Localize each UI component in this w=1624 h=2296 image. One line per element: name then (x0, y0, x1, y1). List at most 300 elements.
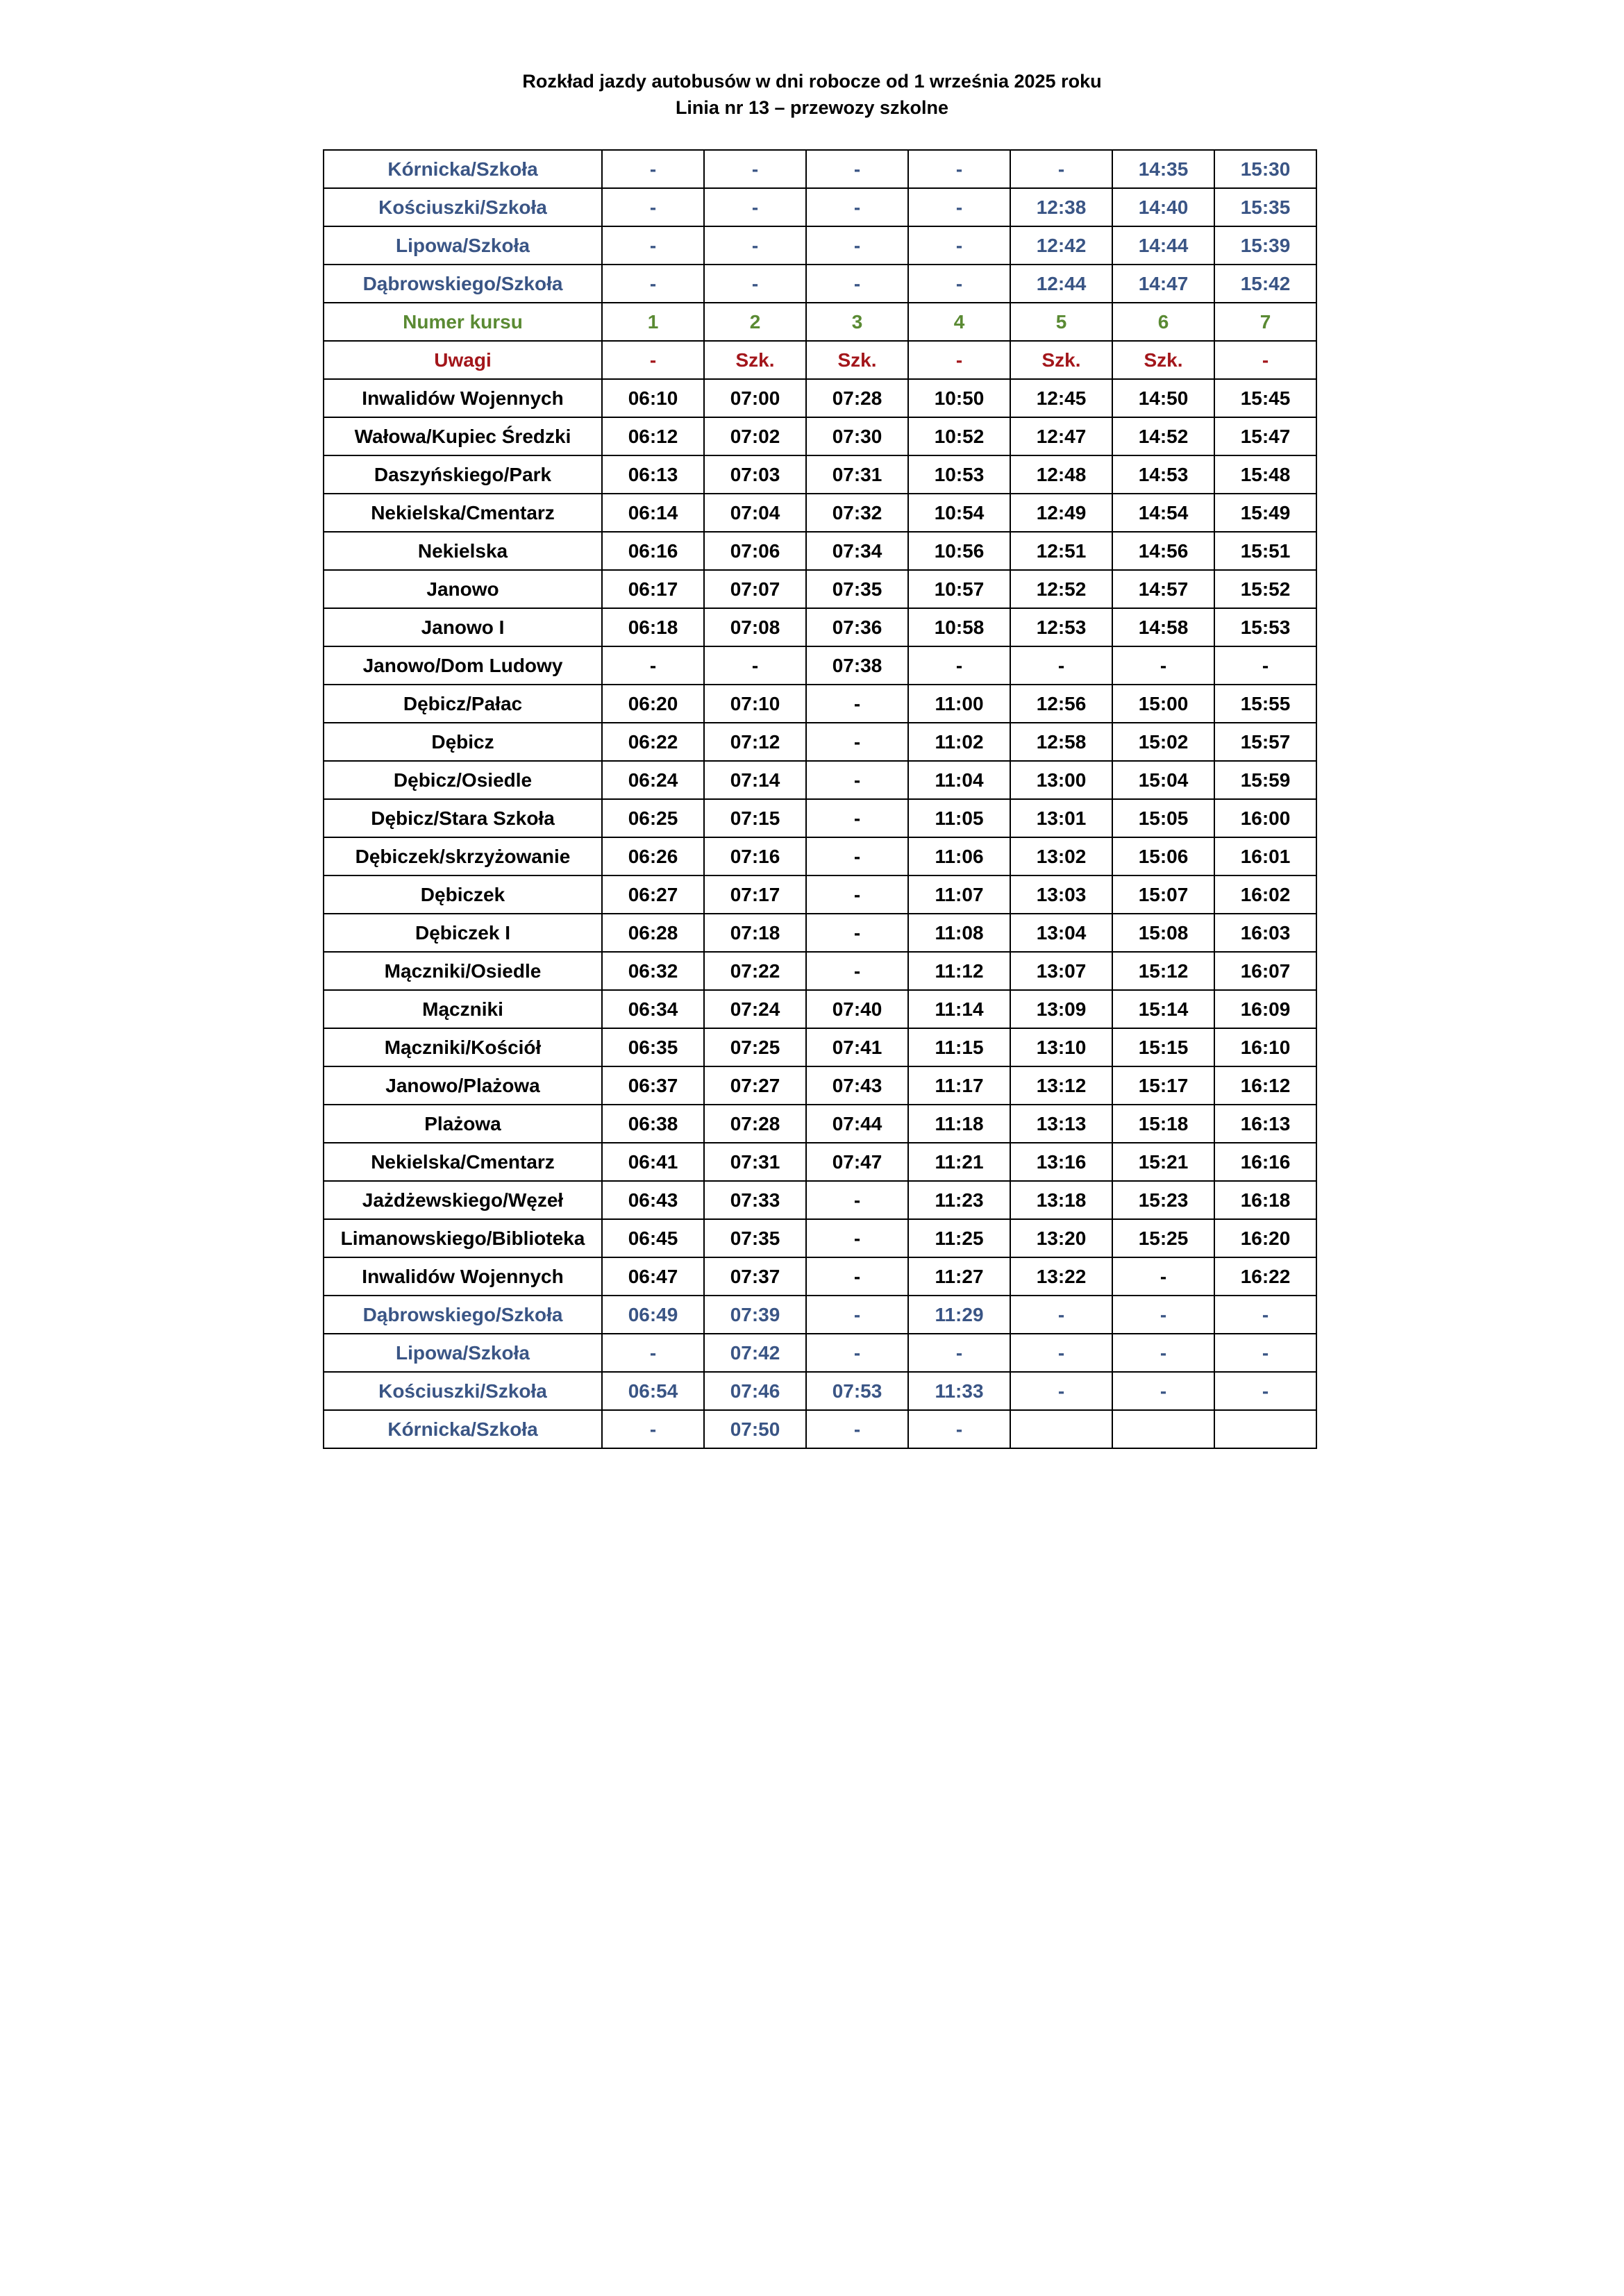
departure-time-cell: 15:21 (1112, 1143, 1214, 1181)
departure-time-cell: 07:18 (704, 914, 806, 952)
departure-time-cell: 13:09 (1010, 990, 1112, 1028)
departure-time-cell: - (806, 265, 908, 303)
notes-cell: - (602, 341, 704, 379)
departure-time-cell: 06:17 (602, 570, 704, 608)
departure-time-cell: 16:09 (1214, 990, 1316, 1028)
notes-cell: Szk. (1112, 341, 1214, 379)
departure-time-cell: - (806, 723, 908, 761)
departure-time-cell: 13:04 (1010, 914, 1112, 952)
table-row-school (324, 226, 1316, 265)
departure-time-cell: - (806, 799, 908, 837)
stop-name: Dębicz/Stara Szkoła (324, 799, 602, 837)
departure-time-cell: 07:40 (806, 990, 908, 1028)
departure-time-cell: 11:07 (908, 875, 1010, 914)
table-row-regular (324, 685, 1316, 723)
stop-name: Plażowa (324, 1105, 602, 1143)
departure-time-cell: 07:15 (704, 799, 806, 837)
course-number-cell: 1 (602, 303, 704, 341)
table-row-school (324, 150, 1316, 188)
table-row-regular (324, 799, 1316, 837)
departure-time-cell: - (704, 188, 806, 226)
departure-time-cell: 11:29 (908, 1296, 1010, 1334)
departure-time-cell: 07:14 (704, 761, 806, 799)
table-row-regular (324, 952, 1316, 990)
stop-name: Kościuszki/Szkoła (324, 1372, 602, 1410)
departure-time-cell: 13:01 (1010, 799, 1112, 837)
departure-time-cell: 15:06 (1112, 837, 1214, 875)
table-row-regular (324, 1181, 1316, 1219)
departure-time-cell: 15:55 (1214, 685, 1316, 723)
departure-time-cell: 16:01 (1214, 837, 1316, 875)
departure-time-cell: 14:44 (1112, 226, 1214, 265)
departure-time-cell: 10:54 (908, 494, 1010, 532)
departure-time-cell: - (908, 1410, 1010, 1448)
stop-name: Dębicz/Pałac (324, 685, 602, 723)
departure-time-cell: 13:00 (1010, 761, 1112, 799)
departure-time-cell: 12:48 (1010, 455, 1112, 494)
table-row-regular (324, 608, 1316, 646)
departure-time-cell: 15:51 (1214, 532, 1316, 570)
departure-time-cell: 07:28 (806, 379, 908, 417)
departure-time-cell: 06:22 (602, 723, 704, 761)
notes-cell: Szk. (806, 341, 908, 379)
departure-time-cell: 15:02 (1112, 723, 1214, 761)
departure-time-cell: 13:22 (1010, 1257, 1112, 1296)
departure-time-cell: 07:24 (704, 990, 806, 1028)
table-row-regular (324, 1143, 1316, 1181)
stop-name: Kościuszki/Szkoła (324, 188, 602, 226)
departure-time-cell: 16:12 (1214, 1066, 1316, 1105)
departure-time-cell: 12:38 (1010, 188, 1112, 226)
stop-name: Wałowa/Kupiec Średzki (324, 417, 602, 455)
departure-time-cell: 12:44 (1010, 265, 1112, 303)
departure-time-cell: 06:20 (602, 685, 704, 723)
stop-name: Dąbrowskiego/Szkoła (324, 1296, 602, 1334)
departure-time-cell: - (602, 226, 704, 265)
departure-time-cell: 11:23 (908, 1181, 1010, 1219)
departure-time-cell: 06:43 (602, 1181, 704, 1219)
departure-time-cell: 07:32 (806, 494, 908, 532)
departure-time-cell: - (908, 265, 1010, 303)
departure-time-cell: 07:44 (806, 1105, 908, 1143)
departure-time-cell: 13:13 (1010, 1105, 1112, 1143)
departure-time-cell: - (1112, 1372, 1214, 1410)
departure-time-cell: 11:21 (908, 1143, 1010, 1181)
course-number-cell: 2 (704, 303, 806, 341)
departure-time-cell: 07:35 (704, 1219, 806, 1257)
departure-time-cell: 13:10 (1010, 1028, 1112, 1066)
notes-label: Uwagi (324, 341, 602, 379)
departure-time-cell (1010, 1410, 1112, 1448)
departure-time-cell: 15:12 (1112, 952, 1214, 990)
departure-time-cell: 13:02 (1010, 837, 1112, 875)
table-row-regular (324, 417, 1316, 455)
departure-time-cell: 15:08 (1112, 914, 1214, 952)
table-row-regular (324, 837, 1316, 875)
table-row-regular (324, 723, 1316, 761)
departure-time-cell: 07:06 (704, 532, 806, 570)
departure-time-cell: 15:52 (1214, 570, 1316, 608)
stop-name: Kórnicka/Szkoła (324, 150, 602, 188)
course-number-cell: 4 (908, 303, 1010, 341)
departure-time-cell: 11:08 (908, 914, 1010, 952)
stop-name: Daszyńskiego/Park (324, 455, 602, 494)
departure-time-cell: 14:40 (1112, 188, 1214, 226)
stop-name: Janowo I (324, 608, 602, 646)
departure-time-cell: 07:10 (704, 685, 806, 723)
departure-time-cell: - (704, 150, 806, 188)
departure-time-cell: 06:35 (602, 1028, 704, 1066)
course-number-cell: 7 (1214, 303, 1316, 341)
table-row-regular (324, 1257, 1316, 1296)
departure-time-cell (1112, 1410, 1214, 1448)
departure-time-cell: 07:41 (806, 1028, 908, 1066)
departure-time-cell: 07:00 (704, 379, 806, 417)
stop-name: Nekielska (324, 532, 602, 570)
departure-time-cell: 06:12 (602, 417, 704, 455)
departure-time-cell: - (602, 188, 704, 226)
departure-time-cell: 06:37 (602, 1066, 704, 1105)
departure-time-cell (1214, 1410, 1316, 1448)
departure-time-cell: 12:56 (1010, 685, 1112, 723)
departure-time-cell: - (908, 150, 1010, 188)
departure-time-cell: 06:47 (602, 1257, 704, 1296)
page-header (0, 68, 1624, 121)
departure-time-cell: 16:03 (1214, 914, 1316, 952)
departure-time-cell: 12:58 (1010, 723, 1112, 761)
departure-time-cell: - (602, 265, 704, 303)
departure-time-cell: 15:15 (1112, 1028, 1214, 1066)
table-row-regular (324, 1105, 1316, 1143)
departure-time-cell: - (1010, 646, 1112, 685)
table-row-notes (324, 341, 1316, 379)
table-row-school (324, 188, 1316, 226)
departure-time-cell: 07:02 (704, 417, 806, 455)
departure-time-cell: 11:15 (908, 1028, 1010, 1066)
stop-name: Dębiczek/skrzyżowanie (324, 837, 602, 875)
departure-time-cell: 07:25 (704, 1028, 806, 1066)
departure-time-cell: 06:16 (602, 532, 704, 570)
departure-time-cell: 07:12 (704, 723, 806, 761)
departure-time-cell: - (806, 188, 908, 226)
departure-time-cell: - (704, 265, 806, 303)
table-row-regular (324, 875, 1316, 914)
departure-time-cell: - (704, 646, 806, 685)
departure-time-cell: 12:47 (1010, 417, 1112, 455)
stop-name: Dębiczek I (324, 914, 602, 952)
departure-time-cell: 12:52 (1010, 570, 1112, 608)
departure-time-cell: 06:25 (602, 799, 704, 837)
departure-time-cell: 13:16 (1010, 1143, 1112, 1181)
departure-time-cell: 16:10 (1214, 1028, 1316, 1066)
departure-time-cell: 06:49 (602, 1296, 704, 1334)
departure-time-cell: 14:54 (1112, 494, 1214, 532)
stop-name: Janowo (324, 570, 602, 608)
departure-time-cell: 14:52 (1112, 417, 1214, 455)
departure-time-cell: - (806, 761, 908, 799)
departure-time-cell: 12:42 (1010, 226, 1112, 265)
departure-time-cell: 15:39 (1214, 226, 1316, 265)
departure-time-cell: - (1010, 150, 1112, 188)
departure-time-cell: - (1214, 1372, 1316, 1410)
course-number-label: Numer kursu (324, 303, 602, 341)
stop-name: Kórnicka/Szkoła (324, 1410, 602, 1448)
departure-time-cell: 15:04 (1112, 761, 1214, 799)
departure-time-cell: - (1010, 1296, 1112, 1334)
departure-time-cell: 10:50 (908, 379, 1010, 417)
stop-name: Inwalidów Wojennych (324, 1257, 602, 1296)
departure-time-cell: 07:43 (806, 1066, 908, 1105)
departure-time-cell: 06:54 (602, 1372, 704, 1410)
timetable (323, 149, 1317, 1449)
table-row-regular (324, 646, 1316, 685)
stop-name: Limanowskiego/Biblioteka (324, 1219, 602, 1257)
departure-time-cell: 15:17 (1112, 1066, 1214, 1105)
departure-time-cell: 06:18 (602, 608, 704, 646)
table-row-regular (324, 1219, 1316, 1257)
departure-time-cell: - (1112, 1296, 1214, 1334)
departure-time-cell: 07:53 (806, 1372, 908, 1410)
departure-time-cell: 15:18 (1112, 1105, 1214, 1143)
departure-time-cell: 11:00 (908, 685, 1010, 723)
stop-name: Janowo/Plażowa (324, 1066, 602, 1105)
departure-time-cell: 11:27 (908, 1257, 1010, 1296)
departure-time-cell: 15:59 (1214, 761, 1316, 799)
departure-time-cell: - (602, 1410, 704, 1448)
departure-time-cell: 10:57 (908, 570, 1010, 608)
stop-name: Dąbrowskiego/Szkoła (324, 265, 602, 303)
departure-time-cell: 07:36 (806, 608, 908, 646)
departure-time-cell: 06:26 (602, 837, 704, 875)
departure-time-cell: 16:20 (1214, 1219, 1316, 1257)
departure-time-cell: 15:23 (1112, 1181, 1214, 1219)
table-row-school (324, 1334, 1316, 1372)
departure-time-cell: - (806, 1219, 908, 1257)
departure-time-cell: 14:57 (1112, 570, 1214, 608)
departure-time-cell: 07:33 (704, 1181, 806, 1219)
departure-time-cell: 07:34 (806, 532, 908, 570)
notes-cell: Szk. (1010, 341, 1112, 379)
departure-time-cell: 07:08 (704, 608, 806, 646)
departure-time-cell: - (806, 1334, 908, 1372)
table-row-school (324, 1372, 1316, 1410)
departure-time-cell: 07:30 (806, 417, 908, 455)
departure-time-cell: - (806, 1257, 908, 1296)
departure-time-cell: 06:32 (602, 952, 704, 990)
course-number-cell: 5 (1010, 303, 1112, 341)
departure-time-cell: - (806, 150, 908, 188)
table-row-school (324, 1410, 1316, 1448)
departure-time-cell: 10:53 (908, 455, 1010, 494)
timetable-body (324, 150, 1316, 1448)
departure-time-cell: 06:27 (602, 875, 704, 914)
departure-time-cell: 07:17 (704, 875, 806, 914)
departure-time-cell: 15:14 (1112, 990, 1214, 1028)
notes-cell: - (1214, 341, 1316, 379)
departure-time-cell: 07:37 (704, 1257, 806, 1296)
page-subtitle: Linia nr 13 – przewozy szkolne (675, 97, 949, 118)
table-row-regular (324, 494, 1316, 532)
departure-time-cell: 10:58 (908, 608, 1010, 646)
stop-name: Mączniki/Kościół (324, 1028, 602, 1066)
departure-time-cell: 06:13 (602, 455, 704, 494)
stop-name: Lipowa/Szkoła (324, 1334, 602, 1372)
table-row-school (324, 265, 1316, 303)
table-row-regular (324, 990, 1316, 1028)
departure-time-cell: 16:22 (1214, 1257, 1316, 1296)
departure-time-cell: 15:07 (1112, 875, 1214, 914)
departure-time-cell: - (806, 1296, 908, 1334)
departure-time-cell: 15:47 (1214, 417, 1316, 455)
departure-time-cell: - (1010, 1334, 1112, 1372)
stop-name: Dębicz/Osiedle (324, 761, 602, 799)
departure-time-cell: - (1214, 646, 1316, 685)
departure-time-cell: - (908, 646, 1010, 685)
departure-time-cell: 14:50 (1112, 379, 1214, 417)
departure-time-cell: 07:38 (806, 646, 908, 685)
departure-time-cell: 12:45 (1010, 379, 1112, 417)
departure-time-cell: 13:18 (1010, 1181, 1112, 1219)
departure-time-cell: 12:53 (1010, 608, 1112, 646)
departure-time-cell: 06:41 (602, 1143, 704, 1181)
departure-time-cell: 12:51 (1010, 532, 1112, 570)
departure-time-cell: 11:18 (908, 1105, 1010, 1143)
departure-time-cell: - (1112, 1257, 1214, 1296)
departure-time-cell: - (806, 226, 908, 265)
departure-time-cell: 07:16 (704, 837, 806, 875)
departure-time-cell: 06:34 (602, 990, 704, 1028)
departure-time-cell: 11:05 (908, 799, 1010, 837)
page-title: Rozkład jazdy autobusów w dni robocze od 1 września 2025 roku (522, 71, 1102, 92)
departure-time-cell: 07:39 (704, 1296, 806, 1334)
stop-name: Janowo/Dom Ludowy (324, 646, 602, 685)
departure-time-cell: - (908, 1334, 1010, 1372)
departure-time-cell: 15:35 (1214, 188, 1316, 226)
departure-time-cell: 07:22 (704, 952, 806, 990)
departure-time-cell: - (806, 685, 908, 723)
departure-time-cell: 11:25 (908, 1219, 1010, 1257)
departure-time-cell: 06:45 (602, 1219, 704, 1257)
departure-time-cell: 14:35 (1112, 150, 1214, 188)
departure-time-cell: 07:31 (704, 1143, 806, 1181)
stop-name: Nekielska/Cmentarz (324, 494, 602, 532)
departure-time-cell: 07:03 (704, 455, 806, 494)
departure-time-cell: 15:53 (1214, 608, 1316, 646)
departure-time-cell: - (1214, 1296, 1316, 1334)
table-row-regular (324, 761, 1316, 799)
departure-time-cell: 07:31 (806, 455, 908, 494)
departure-time-cell: 07:47 (806, 1143, 908, 1181)
departure-time-cell: 14:53 (1112, 455, 1214, 494)
departure-time-cell: - (1214, 1334, 1316, 1372)
departure-time-cell: 15:05 (1112, 799, 1214, 837)
departure-time-cell: 07:46 (704, 1372, 806, 1410)
departure-time-cell: 16:07 (1214, 952, 1316, 990)
table-row-regular (324, 1028, 1316, 1066)
departure-time-cell: 10:52 (908, 417, 1010, 455)
departure-time-cell: 11:17 (908, 1066, 1010, 1105)
departure-time-cell: 15:57 (1214, 723, 1316, 761)
departure-time-cell: 15:48 (1214, 455, 1316, 494)
stop-name: Mączniki (324, 990, 602, 1028)
departure-time-cell: - (908, 188, 1010, 226)
departure-time-cell: 15:42 (1214, 265, 1316, 303)
departure-time-cell: 13:07 (1010, 952, 1112, 990)
departure-time-cell: 07:07 (704, 570, 806, 608)
departure-time-cell: 11:06 (908, 837, 1010, 875)
departure-time-cell: - (806, 1181, 908, 1219)
departure-time-cell: 16:02 (1214, 875, 1316, 914)
table-row-course (324, 303, 1316, 341)
departure-time-cell: 11:12 (908, 952, 1010, 990)
departure-time-cell: 15:49 (1214, 494, 1316, 532)
departure-time-cell: 13:12 (1010, 1066, 1112, 1105)
departure-time-cell: 16:16 (1214, 1143, 1316, 1181)
stop-name: Dębicz (324, 723, 602, 761)
table-row-regular (324, 379, 1316, 417)
departure-time-cell: - (806, 837, 908, 875)
departure-time-cell: 14:58 (1112, 608, 1214, 646)
departure-time-cell: 06:24 (602, 761, 704, 799)
stop-name: Nekielska/Cmentarz (324, 1143, 602, 1181)
departure-time-cell: 14:47 (1112, 265, 1214, 303)
departure-time-cell: 06:28 (602, 914, 704, 952)
departure-time-cell: - (602, 150, 704, 188)
departure-time-cell: - (806, 914, 908, 952)
stop-name: Jażdżewskiego/Węzeł (324, 1181, 602, 1219)
table-row-school (324, 1296, 1316, 1334)
departure-time-cell: - (806, 875, 908, 914)
table-row-regular (324, 570, 1316, 608)
notes-cell: Szk. (704, 341, 806, 379)
departure-time-cell: 07:50 (704, 1410, 806, 1448)
departure-time-cell: 15:30 (1214, 150, 1316, 188)
departure-time-cell: 11:02 (908, 723, 1010, 761)
departure-time-cell: - (602, 646, 704, 685)
departure-time-cell: 15:00 (1112, 685, 1214, 723)
departure-time-cell: - (1112, 646, 1214, 685)
table-row-regular (324, 1066, 1316, 1105)
table-row-regular (324, 532, 1316, 570)
departure-time-cell: 07:04 (704, 494, 806, 532)
departure-time-cell: 06:38 (602, 1105, 704, 1143)
departure-time-cell: 13:20 (1010, 1219, 1112, 1257)
departure-time-cell: 15:45 (1214, 379, 1316, 417)
departure-time-cell: 06:10 (602, 379, 704, 417)
departure-time-cell: 16:00 (1214, 799, 1316, 837)
departure-time-cell: 07:28 (704, 1105, 806, 1143)
departure-time-cell: 11:04 (908, 761, 1010, 799)
departure-time-cell: 07:27 (704, 1066, 806, 1105)
departure-time-cell: 11:33 (908, 1372, 1010, 1410)
departure-time-cell: 14:56 (1112, 532, 1214, 570)
departure-time-cell: - (806, 952, 908, 990)
departure-time-cell: 07:42 (704, 1334, 806, 1372)
departure-time-cell: - (704, 226, 806, 265)
stop-name: Mączniki/Osiedle (324, 952, 602, 990)
departure-time-cell: 12:49 (1010, 494, 1112, 532)
stop-name: Inwalidów Wojennych (324, 379, 602, 417)
departure-time-cell: 10:56 (908, 532, 1010, 570)
departure-time-cell: - (1112, 1334, 1214, 1372)
departure-time-cell: 13:03 (1010, 875, 1112, 914)
departure-time-cell: 07:35 (806, 570, 908, 608)
departure-time-cell: - (908, 226, 1010, 265)
departure-time-cell: 15:25 (1112, 1219, 1214, 1257)
departure-time-cell: - (1010, 1372, 1112, 1410)
departure-time-cell: 11:14 (908, 990, 1010, 1028)
course-number-cell: 6 (1112, 303, 1214, 341)
